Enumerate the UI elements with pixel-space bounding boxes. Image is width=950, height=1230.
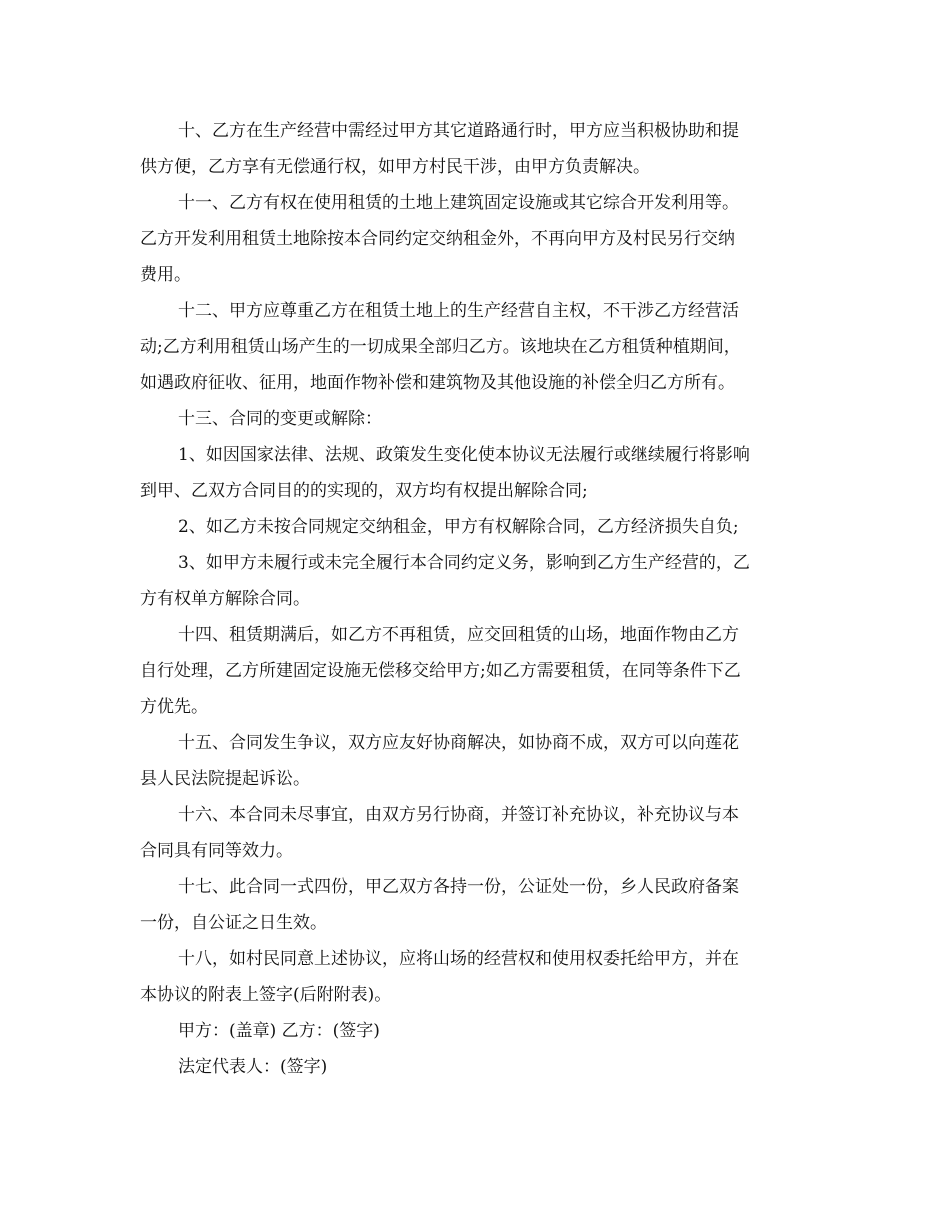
clause-15-paragraph xyxy=(140,725,820,797)
clause-13-2-paragraph xyxy=(140,509,820,545)
text-line: 十四、租赁期满后，如乙方不再租赁，应交回租赁的山场，地面作物由乙方 xyxy=(178,625,739,645)
signature-parties-line xyxy=(140,1013,820,1049)
clause-11-paragraph xyxy=(140,185,820,293)
text-line: 如遇政府征收、征用，地面作物补偿和建筑物及其他设施的补偿全归乙方所有。 xyxy=(140,373,735,393)
text-line: 3、如甲方未履行或未完全履行本合同约定义务，影响到乙方生产经营的，乙 xyxy=(178,553,750,573)
clause-10-paragraph xyxy=(140,113,820,185)
text-line: 乙方开发利用租赁土地除按本合同约定交纳租金外，不再向甲方及村民另行交纳 xyxy=(140,229,735,249)
text-line: 十八，如村民同意上述协议，应将山场的经营权和使用权委托给甲方，并在 xyxy=(178,949,739,969)
text-line: 一份，自公证之日生效。 xyxy=(140,913,327,933)
text-line: 供方便，乙方享有无偿通行权，如甲方村民干涉，由甲方负责解决。 xyxy=(140,157,650,177)
text-line: 费用。 xyxy=(140,265,191,285)
text-line: 法定代表人：(签字) xyxy=(178,1057,328,1077)
clause-17-paragraph xyxy=(140,869,820,941)
text-line: 十一、乙方有权在使用租赁的土地上建筑固定设施或其它综合开发利用等。 xyxy=(178,193,739,213)
clause-13-3-paragraph xyxy=(140,545,820,617)
clause-13-paragraph xyxy=(140,401,820,437)
clause-14-paragraph xyxy=(140,617,820,725)
text-line: 十七、此合同一式四份，甲乙双方各持一份，公证处一份，乡人民政府备案 xyxy=(178,877,739,897)
text-line: 方优先。 xyxy=(140,697,208,717)
signature-legal-rep-line xyxy=(140,1049,820,1085)
contract-body xyxy=(140,113,820,1085)
text-line: 合同具有同等效力。 xyxy=(140,841,293,861)
text-line: 十、乙方在生产经营中需经过甲方其它道路通行时，甲方应当积极协助和提 xyxy=(178,121,739,141)
text-line: 2、如乙方未按合同规定交纳租金，甲方有权解除合同，乙方经济损失自负; xyxy=(178,517,739,537)
text-line: 自行处理，乙方所建固定设施无偿移交给甲方;如乙方需要租赁，在同等条件下乙 xyxy=(140,661,741,681)
clause-12-paragraph xyxy=(140,293,820,401)
text-line: 动;乙方利用租赁山场产生的一切成果全部归乙方。该地块在乙方租赁种植期间， xyxy=(140,337,741,357)
text-line: 十二、甲方应尊重乙方在租赁土地上的生产经营自主权，不干涉乙方经营活 xyxy=(178,301,739,321)
clause-18-paragraph xyxy=(140,941,820,1013)
text-line: 方有权单方解除合同。 xyxy=(140,589,310,609)
text-line: 十六、本合同未尽事宜，由双方另行协商，并签订补充协议，补充协议与本 xyxy=(178,805,739,825)
clause-16-paragraph xyxy=(140,797,820,869)
text-line: 到甲、乙双方合同目的的实现的，双方均有权提出解除合同; xyxy=(140,481,588,501)
clause-13-1-paragraph xyxy=(140,437,820,509)
text-line: 县人民法院提起诉讼。 xyxy=(140,769,310,789)
text-line: 十三、合同的变更或解除： xyxy=(178,409,382,429)
text-line: 本协议的附表上签字(后附附表)。 xyxy=(140,985,392,1005)
text-line: 甲方：(盖章) 乙方：(签字) xyxy=(178,1021,380,1041)
text-line: 1、如因国家法律、法规、政策发生变化使本协议无法履行或继续履行将影响 xyxy=(178,445,750,465)
text-line: 十五、合同发生争议，双方应友好协商解决，如协商不成，双方可以向莲花 xyxy=(178,733,739,753)
